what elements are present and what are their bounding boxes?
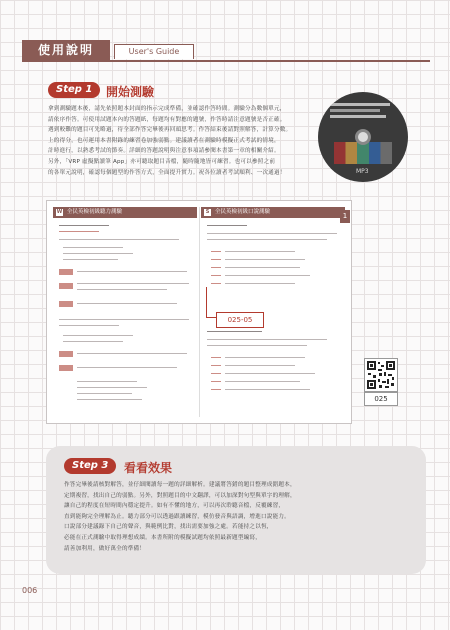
left-sample-page [53,207,197,417]
step3-badge: Step 3 [64,458,116,474]
page-number: 006 [22,586,38,595]
audio-track-callout: 025-05 [216,312,264,328]
disc-label: MP3 [356,168,369,175]
qr-code [364,358,398,392]
step1-badge: Step 1 [48,82,100,98]
step1-title: 開始測驗 [106,85,155,99]
section-tag: 使用說明 [22,40,110,60]
step3-title: 看看效果 [124,461,173,475]
header-rule [22,60,430,62]
page-marker: 1 [340,210,350,223]
book-page-screenshot [46,200,352,424]
step1-paragraph: 拿到測驗題本後，請先依照題本封面的指示完成準備，並確認作答時間。測驗分為數個單元， 請依序作答。可使用試題本內的答題紙，每題均有對應的題號，作答時請注意題號是否正確。 遇到較難的題目可先略過，待全部作答完畢後再回頭思考。作答結束後請對照解答，計算分數。 上的得分，也可運用本書附錄的練習卷加強弱點。建議讀者在測驗時模擬正式考試的情境， 計時進行，以熟悉考試的節奏。詳細的答題說明與注意事項請參閱本書第一章的相關介紹。 另外，「VRP 虛擬點讀筆 App」亦可聽取題目音檔，隨時隨地皆可練習。也可以參照之前 的各單元說明，確認每個題型的作答方式，全面提升實力。祝各位讀者考試順利、一次通過！ [48,106,292,176]
qr-label: 025 [364,392,398,406]
left-page-header: W 全民英檢初級聽力測驗 [53,207,197,218]
speaking-icon: S [205,209,210,215]
right-page-header: S 全民英檢初級口說測驗 [201,207,345,218]
cd-disc-image [318,92,408,182]
question-icon: W [56,209,63,215]
section-subtitle-tab: User's Guide [114,44,194,59]
step3-paragraph: 作答完畢後請核對解答，並仔細閱讀每一題的詳細解析。建議將答錯的題目整理成錯題本， 定期複習，找出自己的弱點。另外，對照題目的中文翻譯，可以加深對句型與單字的理解， 讓自己的程度在短時間內穩定提升。如有不懂的地方，可以再次聆聽音檔，反覆練習， 直到能夠完全理解為止。聽力部分可以透過跟讀練習，模仿發音與語調，增進口說能力。 口說部分建議錄下自己的聲音，與範例比對，找出需要加強之處。若能持之以恆， 必能在正式測驗中取得理想成績。本書所附的模擬試題均依照最新題型編寫， 請善加利用，做好萬全的準備！ [64,482,296,552]
